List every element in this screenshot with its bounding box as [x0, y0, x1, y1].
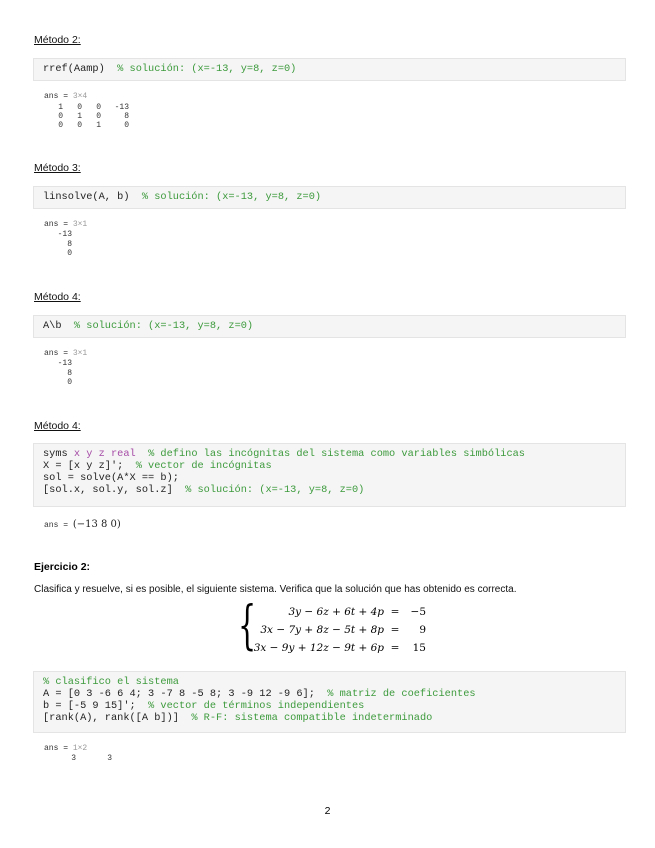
ans-label: ans = — [44, 92, 73, 101]
matrix-cell: -13 — [114, 103, 129, 112]
output-block — [44, 744, 112, 763]
equation-sign: = — [390, 624, 400, 636]
column-cell: -13 — [57, 359, 72, 368]
matrix-cell: 0 — [77, 121, 82, 130]
matrix-cell: 0 — [58, 121, 63, 130]
matrix-cell: 3 — [71, 754, 76, 763]
section-heading: Método 3: — [34, 162, 81, 174]
matrix-row — [44, 121, 129, 130]
code-block[interactable] — [33, 58, 626, 81]
output-block — [44, 349, 87, 388]
ans-dimensions: 3×1 — [72, 220, 88, 229]
equation-row — [252, 642, 426, 654]
code-line — [43, 448, 616, 460]
column-cell: -13 — [57, 230, 72, 239]
equation-row — [252, 606, 426, 618]
equation-system — [238, 596, 428, 660]
code-comment: % matriz de coeficientes — [327, 688, 476, 700]
code-comment: % solución: (x=-13, y=8, z=0) — [141, 191, 322, 203]
code-text: sol = solve(A*X == b); — [43, 472, 179, 484]
ans-dimensions: 1×2 — [72, 744, 88, 753]
equation-lhs: 3y − 6z + 6t + 4p — [288, 606, 384, 618]
equation-rhs: −5 — [410, 606, 426, 618]
matrix-cell: 1 — [77, 112, 82, 121]
matrix-cell: 0 — [96, 103, 101, 112]
code-line — [43, 676, 616, 688]
code-comment: % R-F: sistema compatible indeterminado — [191, 712, 433, 724]
code-text: rref(Aamp) — [43, 63, 105, 75]
code-line — [43, 688, 616, 700]
exercise-title: Ejercicio 2: — [34, 561, 91, 573]
output-block — [44, 519, 121, 530]
code-text: syms — [43, 448, 74, 460]
code-line — [43, 460, 616, 472]
matrix-cell: 0 — [124, 121, 129, 130]
equation-lhs: 3x − 7y + 8z − 5t + 8p — [260, 624, 384, 636]
code-text: [rank(A), rank([A b])] — [43, 712, 179, 724]
code-block[interactable] — [33, 671, 626, 733]
code-block[interactable] — [33, 186, 626, 209]
matrix-cell: 3 — [107, 754, 112, 763]
matrix-row — [44, 112, 129, 121]
equation-row — [252, 624, 426, 636]
result-column — [44, 230, 87, 259]
code-keyword: x y z real — [73, 448, 136, 460]
code-comment: % solución: (x=-13, y=8, z=0) — [117, 63, 297, 75]
ans-vector: (−13 8 0) — [72, 519, 121, 530]
matrix-cell: 1 — [96, 121, 101, 130]
ans-label: ans = — [44, 521, 73, 530]
output-block — [44, 92, 129, 130]
code-line — [43, 712, 616, 724]
matrix-cell: 0 — [96, 112, 101, 121]
equation-rhs: 9 — [419, 624, 426, 636]
code-line — [43, 484, 616, 496]
matrix-cell: 1 — [58, 103, 63, 112]
column-cell: 0 — [67, 249, 72, 258]
column-cell: 8 — [67, 239, 72, 249]
code-comment: % clasifico el sistema — [43, 676, 179, 688]
page-number: 2 — [324, 805, 331, 817]
ans-dimensions: 3×1 — [72, 349, 88, 358]
section-heading: Método 4: — [34, 420, 81, 432]
code-comment: % defino las incógnitas del sistema como variables simbólicas — [148, 448, 525, 460]
equation-lhs: 3x − 9y + 12z − 9t + 6p — [253, 642, 384, 654]
matrix-cell: 0 — [77, 103, 82, 112]
code-text: A = [0 3 -6 6 4; 3 -7 8 -5 8; 3 -9 12 -9 6]; — [43, 688, 315, 700]
code-block[interactable] — [33, 315, 626, 338]
equation-sign: = — [390, 606, 400, 618]
code-comment: % solución: (x=-13, y=8, z=0) — [73, 320, 254, 332]
ans-label: ans = — [44, 349, 73, 358]
matrix-row — [44, 103, 129, 112]
section-heading: Método 4: — [34, 291, 81, 303]
matrix-cell: 8 — [124, 112, 129, 121]
code-line — [43, 472, 616, 484]
equation-sign: = — [390, 642, 400, 654]
output-block — [44, 220, 87, 259]
ans-dimensions: 3×4 — [72, 92, 88, 101]
code-comment: % vector de incógnitas — [135, 460, 272, 472]
code-text: X = [x y z]'; — [43, 460, 124, 472]
ans-label: ans = — [44, 744, 73, 753]
result-matrix — [44, 103, 129, 130]
result-column — [44, 359, 87, 388]
section-heading: Método 2: — [34, 34, 81, 46]
code-text: linsolve(A, b) — [43, 191, 130, 203]
code-line — [43, 700, 616, 712]
column-cell: 8 — [67, 368, 72, 378]
exercise-statement: Clasifica y resuelve, si es posible, el siguiente sistema. Verifica que la solución que has obtenido es correcta. — [34, 584, 517, 595]
code-comment: % solución: (x=-13, y=8, z=0) — [185, 484, 365, 496]
matrix-cell: 0 — [58, 112, 63, 121]
matrix-row — [44, 754, 112, 763]
left-brace-icon: { — [238, 596, 257, 656]
column-cell: 0 — [67, 378, 72, 387]
code-text: [sol.x, sol.y, sol.z] — [43, 484, 173, 496]
code-text: A\b — [43, 320, 62, 332]
ans-label: ans = — [44, 220, 73, 229]
code-comment: % vector de términos independientes — [148, 700, 365, 712]
code-block[interactable] — [33, 443, 626, 507]
equation-rhs: 15 — [412, 642, 426, 654]
code-text: b = [-5 9 15]'; — [43, 700, 136, 712]
